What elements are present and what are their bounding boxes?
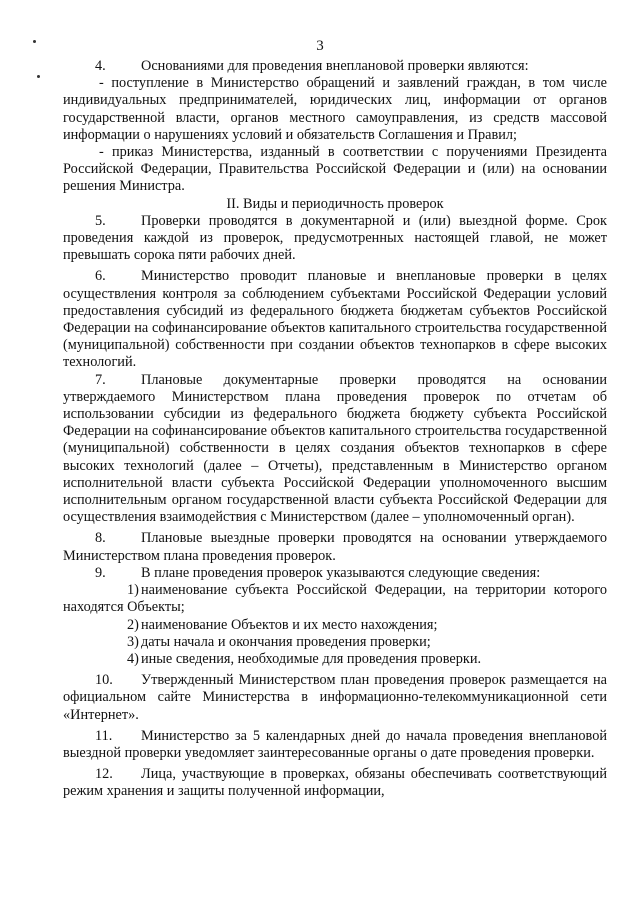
list-item [63,617,607,634]
paragraph-5 [63,213,607,265]
list-text: иные сведения, необходимые для проведения проверки. [141,650,482,667]
list-number: 1) [127,582,139,599]
paragraph-text: - приказ Министерства, изданный в соответствии с поручениями Президента Российской Федерации, Правительства Российской Федерации и (или) на основании решения Министра. [63,144,607,195]
list-text: наименование Объектов и их место нахождения; [141,616,438,633]
paragraph-6 [63,268,607,371]
document-body [63,58,607,801]
page-number: 3 [316,38,324,54]
paragraph-10 [63,672,607,724]
list-text: наименование субъекта Российской Федерации, на территории которого находятся Объекты; [63,582,607,616]
paragraph-4-item-2 [63,144,607,196]
paragraph-text: - поступление в Министерство обращений и заявлений граждан, в том числе индивидуальных предпринимателей, юридических лиц, информации от органов государственной власти, органов местного самоуправления, из средств массовой информации о нарушениях условий и обязательств Соглашения и Правил; [63,75,607,143]
paragraph-number: 4. [95,58,106,74]
paragraph-number: 10. [95,672,113,689]
paragraph-4 [63,58,607,75]
paragraph-text: Плановые выездные проверки проводятся на основании утверждаемого Министерством плана проведения проверок. [63,530,607,564]
list-number: 4) [127,650,139,667]
paragraph-number: 5. [95,212,106,229]
paragraph-number: 7. [95,371,106,388]
paragraph-text: Проверки проводятся в документарной и (или) выездной форме. Срок проведения каждой из проверок, предусмотренных настоящей главой, не может превышать сорока пяти рабочих дней. [63,212,607,264]
paragraph-text: Плановые документарные проверки проводятся на основании утверждаемого Министерством плана проведения проверок по отчетам об использовании субсидии из федерального бюджета бюджету субъекта Российской Федерации на софинансирование объектов капитального строительства государственной (муниципальной) собственности в целях создания объектов технопарков в сфере высоких технологий (далее – Отчеты), представленным в Министерство органом исполнительной власти субъекта Российской Федерации уполномоченного высшим исполнительным органом государственной власти субъекта Российской Федерации для осуществления взаимодействия с Министерством (далее – уполномоченный орган). [63,371,607,526]
section-heading: II. Виды и периодичность проверок [226,195,444,212]
paragraph-number: 8. [95,530,106,547]
list-number: 2) [127,616,139,633]
list-text: даты начала и окончания проведения проверки; [141,633,431,650]
paragraph-text: Лица, участвующие в проверках, обязаны обеспечивать соответствующий режим хранения и защиты полученной информации, [63,766,607,800]
paragraph-text: Министерство проводит плановые и внеплановые проверки в целях осуществления контроля за соблюдением субъектами Российской Федерации условий предоставления субсидий из федерального бюджета бюджетам субъектов Российской Федерации на софинансирование объектов капитального строительства государственной (муниципальной) собственности при создании объектов технопарков в сфере высоких технологий. [63,268,607,371]
paragraph-number: 11. [95,727,113,744]
paragraph-4-item-1 [63,75,607,144]
list-item [63,634,607,651]
paragraph-8 [63,530,607,564]
list-item [63,582,607,616]
paragraph-text: В плане проведения проверок указываются следующие сведения: [141,564,541,581]
paragraph-11 [63,728,607,762]
paragraph-number: 9. [95,564,106,581]
scan-mark [37,75,40,78]
paragraph-7 [63,372,607,527]
paragraph-9 [63,565,607,582]
paragraph-text: Утвержденный Министерством план проведения проверок размещается на официальном сайте Министерства в информационно-телекоммуникационной сети «Интернет». [63,672,607,723]
paragraph-text: Основаниями для проведения внеплановой проверки являются: [141,58,529,74]
paragraph-text: Министерство за 5 календарных дней до начала проведения внеплановой выездной проверки уведомляет заинтересованные органы о дате проведения проверки. [63,727,607,761]
list-number: 3) [127,633,139,650]
paragraph-number: 6. [95,268,106,285]
list-item [63,651,607,668]
paragraph-12 [63,766,607,800]
paragraph-number: 12. [95,766,113,783]
